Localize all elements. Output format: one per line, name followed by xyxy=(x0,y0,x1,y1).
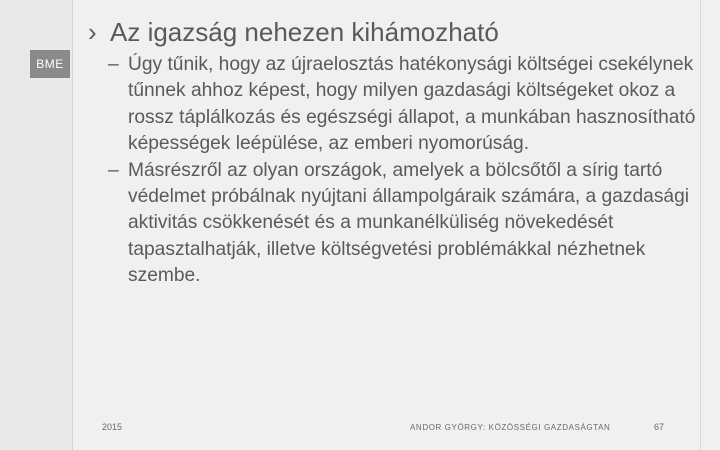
sidebar-divider xyxy=(72,0,73,450)
footer-page-number: 67 xyxy=(654,422,665,432)
footer-author: ANDOR GYÖRGY: KÖZÖSSÉGI GAZDASÁGTAN xyxy=(410,423,611,432)
slide-title-text: Az igazság nehezen kihámozható xyxy=(110,17,499,47)
bullet-text: Másrészről az olyan országok, amelyek a bölcsőtől a sírig tartó védelmet próbálnak nyújtani állampolgáraik számára, a gazdasági aktivitás csökkenését és a munkanélküliség növekedését tapasztalhatják, illetve költségvetési problémákkal nézhetnek szembe. xyxy=(128,159,690,287)
bullet-dash: – xyxy=(108,54,119,75)
right-divider xyxy=(700,0,701,450)
slide-title xyxy=(88,14,499,50)
footer-date: 2015 xyxy=(102,422,123,432)
title-bullet-marker: › xyxy=(88,17,97,47)
bullet-dash: – xyxy=(108,159,119,181)
bme-logo: BME xyxy=(30,50,70,78)
bullet-list xyxy=(108,52,700,290)
bullet-text: Úgy tűnik, hogy az újraelosztás hatékonysági költségei csekélynek tűnnek ahhoz képest, hogy milyen gazdasági költségeket okoz a rossz táplálkozás és egészségi állapot, a munkában hasznosítható képességek leépülése, az emberi nyomorúság. xyxy=(128,54,696,155)
bullet-item xyxy=(108,52,700,158)
bullet-item xyxy=(108,158,700,290)
